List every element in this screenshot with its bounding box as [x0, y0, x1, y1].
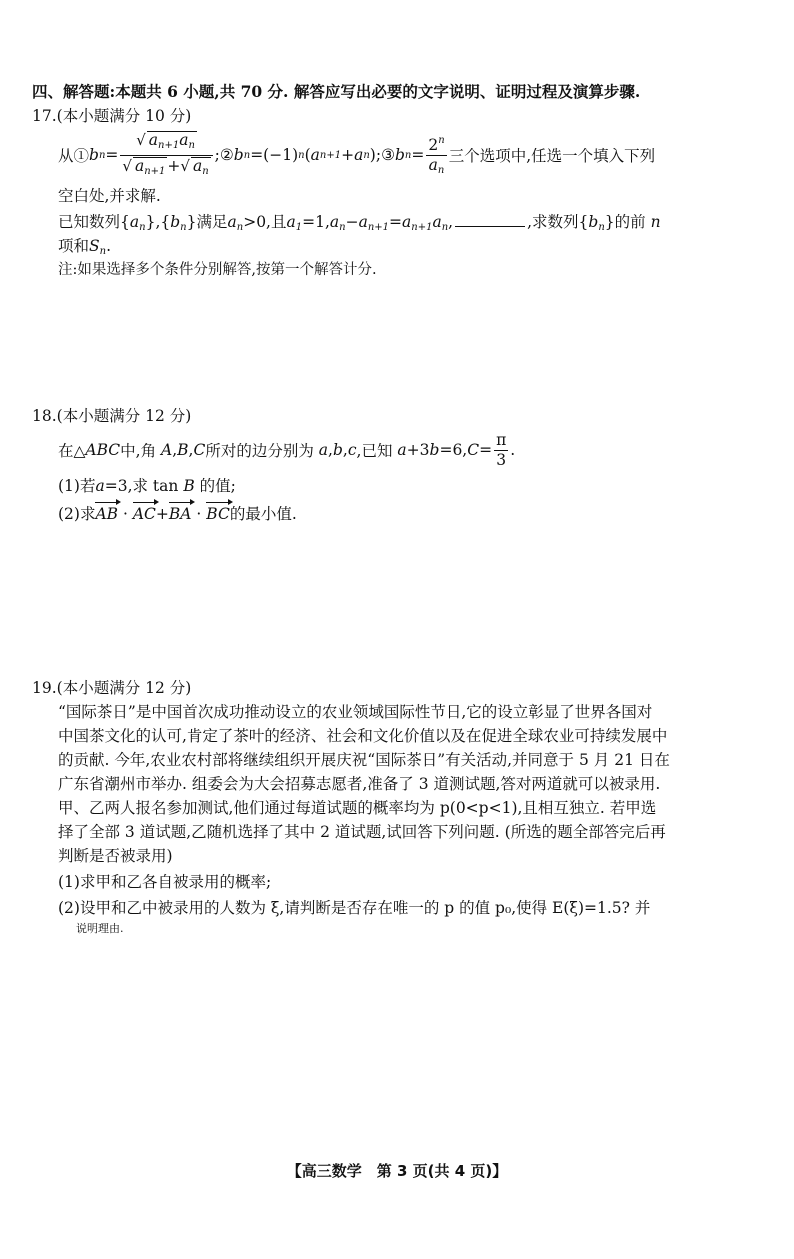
q17-opt-sep2: ;② [214, 146, 234, 164]
q19-line-2: 中国茶文化的认可,肯定了茶叶的经济、社会和文化价值以及在促进全球农业可持续发展中 [58, 727, 668, 745]
q18-stem: 在△ ABC 中,角 A , B , C 所对的边分别为 a , b , c ,已知 a +3 b =6, C = $\frac{\pi}{3}$ . [58, 430, 516, 469]
q17-line3: 已知数列$\{a_n\},\{b_n\}$满足$a_n>0$,且$a_1=1,a_n-a_{n+1}=a_{n+1}a_n$, ,求数列$\{b_n\}$的前 n [58, 213, 661, 233]
q17-opt-tail2: ( [304, 146, 311, 164]
q18-part1: (1)若a=3,求 tan B 的值; [58, 477, 236, 495]
page-footer: 【高三数学 第 3 页(共 4 页)】 [286, 1162, 508, 1180]
q17-number: 17. [32, 107, 57, 125]
q19-line-6: 择了全部 3 道试题,乙随机选择了其中 2 道试题,试回答下列问题. (所选的题全部答完后再 [58, 823, 666, 841]
q17-option3-fraction: $\frac{2^n}{a_n}$ [426, 132, 446, 179]
q18-score: (本小题满分 12 分) [56, 407, 192, 425]
section-heading: 四、解答题:本题共 6 小题,共 70 分. 解答应写出必要的文字说明、证明过程及演算步骤. [32, 82, 641, 101]
q18-part2: (2)求AB · AC+BA · BC的最小值. [58, 505, 297, 523]
q18-number: 18. [32, 407, 57, 425]
q17-opt-lead: 从① [58, 147, 90, 165]
q17-opt-after: 三个选项中,任选一个填入下列 [448, 147, 656, 165]
q19-line-7: 判断是否被录用) [58, 847, 173, 865]
q19-number: 19. [32, 679, 57, 697]
q19-header [32, 676, 191, 698]
q19-line-3: 的贡献. 今年,农业农村部将继续组织开展庆祝“国际茶日”有关活动,并同意于 5 月 21 日在 [58, 751, 670, 769]
q17-options-line: 从① b n = $\frac{√ a_{n+1}a_n}{√ a_{n+1} +√ a_n}$ ;② b n =(−1) n ( a n+1 + a n ) ;③ b n = $\frac{2^n}{a_n}$ 三个选项中,任选一个填入下列 [58, 132, 655, 178]
q18-angle-fraction: $\frac{\pi}{3}$ [496, 430, 507, 469]
q17-note: 注:如果选择多个条件分别解答,按第一个解答计分. [58, 262, 377, 278]
q17-option1-fraction: $\frac{√ a_{n+1}a_n}{√ a_{n+1} +√ a_n}$ [120, 131, 212, 180]
q19-line-5: 甲、乙两人报名参加测试,他们通过每道试题的概率均为 p(0<p<1),且相互独立. 若甲选 [58, 799, 657, 817]
q17-opt-mid2: =(−1) [250, 146, 299, 164]
q17-line4: 项和$S_n$. [58, 237, 112, 257]
q19-part1: (1)求甲和乙各自被录用的概率; [58, 873, 272, 891]
q19-part2-line1: (2)设甲和乙中被录用的人数为 ξ,请判断是否存在唯一的 p 的值 p₀,使得 E(ξ)=1.5? 并 [58, 899, 651, 917]
q19-part2-line2: 说明理由. [76, 922, 124, 935]
q17-score: (本小题满分 10 分) [56, 107, 192, 125]
q19-line-1: “国际茶日”是中国首次成功推动设立的农业领域国际性节日,它的设立彰显了世界各国对 [58, 703, 653, 721]
q18-header [32, 404, 191, 426]
q19-line-4: 广东省潮州市举办. 组委会为大会招募志愿者,准备了 3 道测试题,答对两道就可以被录用. [58, 775, 661, 793]
q19-score: (本小题满分 12 分) [56, 679, 192, 697]
q17-answer-blank [455, 212, 525, 227]
q17-header [32, 104, 191, 126]
q17-line2: 空白处,并求解. [58, 187, 161, 205]
q17-opt-sep3: ;③ [375, 146, 395, 164]
